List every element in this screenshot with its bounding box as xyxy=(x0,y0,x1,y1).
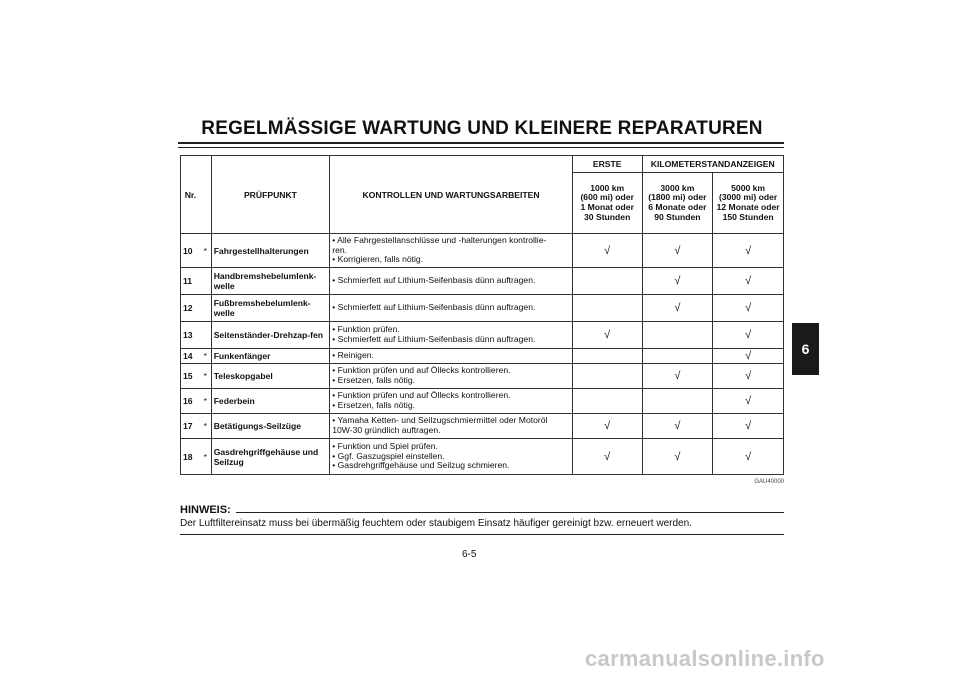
check-mark: √ xyxy=(642,439,713,475)
interval-line: 1 Monat oder xyxy=(580,202,634,212)
row-nr: 10 xyxy=(181,234,200,268)
check-mark xyxy=(572,295,642,322)
check-mark: √ xyxy=(642,364,713,389)
interval-line: 5000 km xyxy=(731,182,766,193)
header-interval-1 xyxy=(572,173,642,234)
header-star-spacer xyxy=(200,156,211,234)
row-star: * xyxy=(200,414,211,439)
hinweis-text: Der Luftfiltereinsatz muss bei übermäßig feuchtem oder staubigem Einsatz häufiger gereinigt bzw. erneuert werden. xyxy=(180,518,692,529)
check-mark xyxy=(642,389,713,414)
interval-line: 6 Monate oder xyxy=(648,202,707,212)
check-mark: √ xyxy=(572,439,642,475)
row-tasks xyxy=(330,439,573,475)
hinweis-bottom-rule xyxy=(180,534,784,535)
row-item: Handbremshebelumlenk-welle xyxy=(211,268,330,295)
check-mark: √ xyxy=(713,364,784,389)
task-line: • Funktion prüfen und auf Öllecks kontrollieren. xyxy=(332,365,511,376)
check-mark: √ xyxy=(713,439,784,475)
task-line: • Funktion und Spiel prüfen. xyxy=(332,441,438,452)
table-row xyxy=(181,439,784,475)
row-tasks xyxy=(330,268,573,295)
task-line: • Schmierfett auf Lithium-Seifenbasis dünn auftragen. xyxy=(332,334,536,344)
check-mark xyxy=(572,268,642,295)
interval-line: 3000 km xyxy=(660,182,695,193)
title-rule-thin xyxy=(178,147,784,148)
row-nr: 17 xyxy=(181,414,200,439)
table-row xyxy=(181,389,784,414)
check-mark: √ xyxy=(713,234,784,268)
header-erste: ERSTE xyxy=(572,156,642,173)
row-item: Seitenständer-Drehzap-fen xyxy=(211,322,330,349)
task-line: • Yamaha Ketten- und Seilzugschmiermittel oder Motoröl xyxy=(332,415,548,426)
interval-line: 12 Monate oder xyxy=(716,202,780,212)
check-mark: √ xyxy=(642,268,713,295)
table-row xyxy=(181,234,784,268)
reference-code: GAU40000 xyxy=(754,479,784,485)
interval-line: 30 Stunden xyxy=(584,211,631,222)
row-star: * xyxy=(200,349,211,364)
row-item: Federbein xyxy=(211,389,330,414)
row-star: * xyxy=(200,439,211,475)
check-mark: √ xyxy=(713,295,784,322)
row-star: * xyxy=(200,234,211,268)
hinweis-label: HINWEIS: xyxy=(180,504,231,516)
row-star xyxy=(200,322,211,349)
header-kontrollen: KONTROLLEN UND WARTUNGSARBEITEN xyxy=(330,156,573,234)
interval-line: 150 Stunden xyxy=(722,211,774,222)
check-mark: √ xyxy=(713,268,784,295)
table-row xyxy=(181,322,784,349)
row-nr: 11 xyxy=(181,268,200,295)
interval-line: (1800 mi) oder xyxy=(648,192,707,203)
interval-line: (3000 mi) oder xyxy=(718,192,778,203)
task-line: • Reinigen. xyxy=(332,350,374,361)
check-mark xyxy=(642,322,713,349)
task-line: • Ersetzen, falls nötig. xyxy=(332,400,415,410)
header-interval-2 xyxy=(642,173,713,234)
row-item: Gasdrehgriffgehäuse und Seilzug xyxy=(211,439,330,475)
row-star xyxy=(200,268,211,295)
task-line: • Ggf. Gaszugspiel einstellen. xyxy=(332,450,445,461)
check-mark: √ xyxy=(572,234,642,268)
task-line: • Ersetzen, falls nötig. xyxy=(332,375,415,385)
row-item: Funkenfänger xyxy=(211,349,330,364)
task-line: ren. xyxy=(332,244,348,255)
row-item: Betätigungs-Seilzüge xyxy=(211,414,330,439)
header-nr: Nr. xyxy=(181,156,200,234)
row-tasks xyxy=(330,389,573,414)
check-mark: √ xyxy=(713,322,784,349)
task-line: • Schmierfett auf Lithium-Seifenbasis dünn auftragen. xyxy=(332,275,536,286)
table-row xyxy=(181,414,784,439)
row-tasks xyxy=(330,322,573,349)
check-mark: √ xyxy=(572,414,642,439)
maintenance-table xyxy=(180,155,784,475)
row-tasks xyxy=(330,295,573,322)
check-mark: √ xyxy=(572,322,642,349)
row-star: * xyxy=(200,364,211,389)
row-item: Teleskopgabel xyxy=(211,364,330,389)
check-mark: √ xyxy=(642,295,713,322)
interval-line: 90 Stunden xyxy=(654,211,701,222)
check-mark xyxy=(642,349,713,364)
title-rule-thick xyxy=(178,142,784,144)
row-nr: 15 xyxy=(181,364,200,389)
chapter-tab: 6 xyxy=(792,323,819,375)
task-line: • Funktion prüfen. xyxy=(332,324,400,335)
table-row xyxy=(181,295,784,322)
row-nr: 16 xyxy=(181,389,200,414)
row-nr: 12 xyxy=(181,295,200,322)
header-pruefpunkt: PRÜFPUNKT xyxy=(211,156,330,234)
row-item: Fußbremshebelumlenk-welle xyxy=(211,295,330,322)
interval-line: (600 mi) oder xyxy=(580,192,634,203)
table-row xyxy=(181,364,784,389)
hinweis-rule xyxy=(236,512,784,513)
row-nr: 18 xyxy=(181,439,200,475)
row-tasks xyxy=(330,234,573,268)
table-row xyxy=(181,349,784,364)
check-mark xyxy=(572,389,642,414)
task-line: • Alle Fahrgestellanschlüsse und -halterungen kontrollie- xyxy=(332,235,547,246)
check-mark xyxy=(572,364,642,389)
header-kilometer: KILOMETERSTANDANZEIGEN xyxy=(642,156,783,173)
check-mark: √ xyxy=(642,234,713,268)
page-title: REGELMÄSSIGE WARTUNG UND KLEINERE REPARATUREN xyxy=(201,118,763,139)
table-row xyxy=(181,268,784,295)
row-item: Fahrgestellhalterungen xyxy=(211,234,330,268)
task-line: • Funktion prüfen und auf Öllecks kontrollieren. xyxy=(332,390,511,401)
row-star: * xyxy=(200,389,211,414)
check-mark: √ xyxy=(713,349,784,364)
check-mark xyxy=(572,349,642,364)
task-line: • Korrigieren, falls nötig. xyxy=(332,254,424,265)
page-number: 6-5 xyxy=(462,549,477,560)
interval-line: 1000 km xyxy=(590,182,625,193)
check-mark: √ xyxy=(642,414,713,439)
check-mark: √ xyxy=(713,414,784,439)
row-tasks xyxy=(330,349,573,364)
row-nr: 14 xyxy=(181,349,200,364)
watermark: carmanualsonline.info xyxy=(585,646,825,671)
row-star xyxy=(200,295,211,322)
task-line: • Schmierfett auf Lithium-Seifenbasis dünn auftragen. xyxy=(332,302,536,313)
header-interval-3 xyxy=(713,173,784,234)
row-nr: 13 xyxy=(181,322,200,349)
row-tasks xyxy=(330,364,573,389)
check-mark: √ xyxy=(713,389,784,414)
task-line: 10W-30 gründlich auftragen. xyxy=(332,425,441,435)
task-line: • Gasdrehgriffgehäuse und Seilzug schmieren. xyxy=(332,460,510,471)
row-tasks xyxy=(330,414,573,439)
